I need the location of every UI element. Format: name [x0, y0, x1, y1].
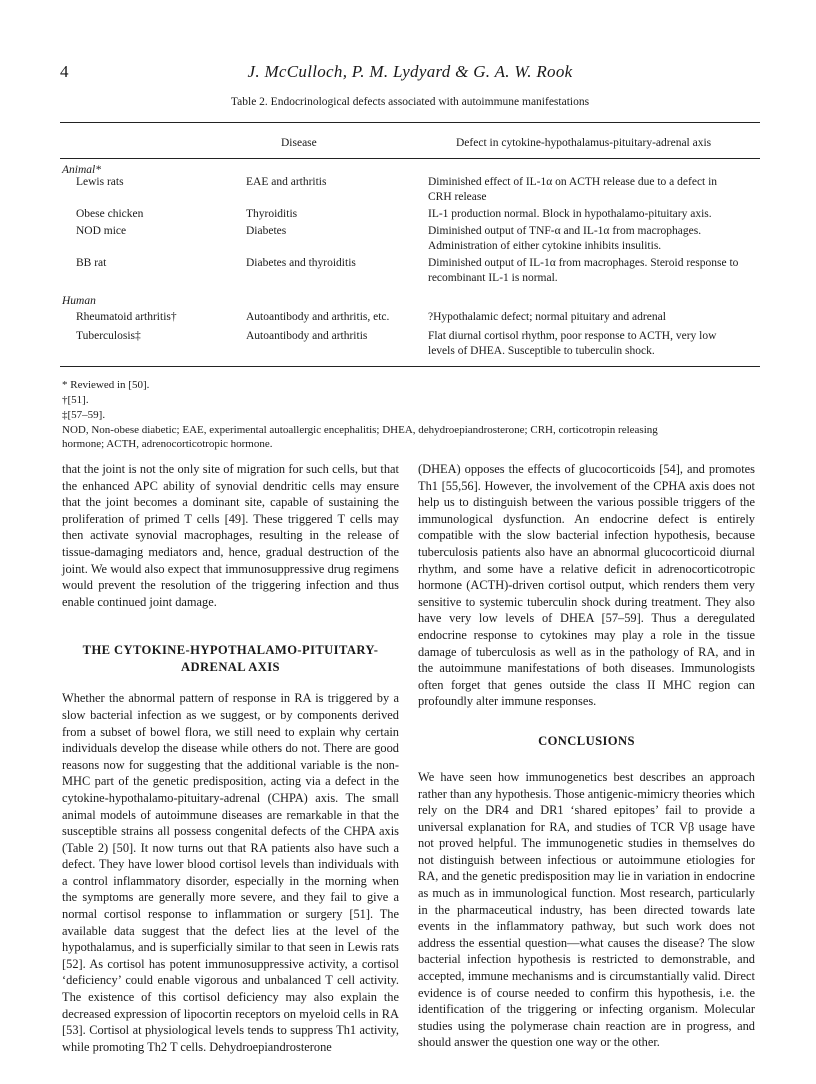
body-column-right — [418, 461, 755, 1051]
table-row-subject: Tuberculosis‡ — [76, 330, 141, 342]
table-row-subject: Obese chicken — [76, 208, 144, 220]
table-footnote: hormone; ACTH, adrenocorticotropic hormone. — [62, 438, 273, 450]
table-row-defect: IL-1 production normal. Block in hypothalamo-pituitary axis. — [428, 208, 712, 220]
table-row-subject: NOD mice — [76, 225, 127, 237]
table-caption: Table 2. Endocrinological defects associated with autoimmune manifestations — [230, 96, 590, 108]
paragraph: Whether the abnormal pattern of response in RA is triggered by a slow bacterial infection as we suggest, or by components derived from a subset of bowel flora, we still need to explain why certain individuals develop the disease while others do not. There are good reasons now for suggesting that the additional variable is the non-MHC part of the genetic predisposition, acting via a defect in the cytokine-hypothalamo-pituitary-adrenal (CHPA) axis. The small animal models of autoimmune diseases are remarkable in that the susceptible strains all possess congenital defects of the CHPA axis (Table 2) [50]. It now turns out that RA patients also have such a defect. They have lower blood cortisol levels than individuals with a control inflammatory disorder, especially in the morning when the symptoms are generally more severe, and they fail to give a normal cortisol response to inflammation or surgery [51]. The available data suggest that the defect lies at the level of the hypothalamus, and is superficially similar to that seen in Lewis rats [52]. As cortisol has potent immunosuppressive activity, a cortisol ‘deficiency’ could enable vigorous and unbalanced T cell activity. The existence of this cortisol deficiency may also explain the decreased expression of lipocortin receptors on myeloid cells in RA [53]. Cortisol at physiological levels tends to suppress Th1 activity, while promoting Th2 T cells. Dehydroepiandrosterone — [62, 691, 399, 1054]
table-header-defect: Defect in cytokine-hypothalamus-pituitary-adrenal axis — [456, 137, 712, 149]
table-header-rule — [60, 158, 760, 159]
body-column-left — [62, 461, 399, 1055]
table-row-disease: Autoantibody and arthritis — [246, 330, 368, 342]
table-footnote: NOD, Non-obese diabetic; EAE, experimental autoallergic encephalitis; DHEA, dehydroepiandrosterone; CRH, corticotropin releasing — [62, 424, 658, 436]
paragraph: (DHEA) opposes the effects of glucocorticoids [54], and promotes Th1 [55,56]. However, the involvement of the CPHA axis does not help us to distinguish between the various possible triggers of the immunological dysfunction. An endocrine defect is entirely compatible with the slow bacterial infection hypothesis, because tuberculosis patients also have an abnormal glucocorticoid diurnal rhythm, and some have a relative deficit in adrenocorticotropic hormone (ACTH)-driven cortisol output, which renders them very sensitive to systemic tuberculin shock during treatment. They also have very low levels of DHEA [57–59]. Thus a deregulated endocrine response to cytokines may play a role in the tissue damage of tuberculosis as well as in the pathology of RA, and in the autoimmune manifestations of both diseases. Immunologists often forget that genes outside the class II MHC region can profoundly alter immune responses. — [418, 462, 755, 709]
table-row-disease: EAE and arthritis — [246, 176, 327, 188]
table-footnote: †[51]. — [62, 394, 89, 406]
table-top-rule — [60, 122, 760, 123]
running-head: J. McCulloch, P. M. Lydyard & G. A. W. Rook — [247, 62, 573, 81]
table-group-animal: Animal* — [62, 164, 101, 176]
table-row-disease: Autoantibody and arthritis, etc. — [246, 311, 390, 323]
table-row-defect: Flat diurnal cortisol rhythm, poor response to ACTH, very low levels of DHEA. Susceptible to tuberculin shock. — [428, 330, 717, 357]
section-heading: THE CYTOKINE-HYPOTHALAMO-PITUITARY- ADRENAL AXIS — [82, 643, 379, 675]
table-footnote: * Reviewed in [50]. — [62, 379, 150, 391]
table-row-disease: Diabetes — [246, 225, 287, 237]
table-row-subject: Rheumatoid arthritis† — [76, 311, 177, 323]
paragraph: that the joint is not the only site of migration for such cells, but that the enhanced APC ability of synovial dendritic cells may ensure that the joint becomes a dominant site, capable of sustaining the proliferation of primed T cells [49]. These triggered T cells may then activate synovial macrophages, resulting in the release of tissue-damaging mediators and, hence, gradual destruction of the joint. We would also expect that immunosuppressive drug regimens would prevent the resolution of the triggering infection and thus enable continued joint damage. — [62, 462, 399, 609]
section-heading: CONCLUSIONS — [538, 733, 635, 748]
table-row-defect: ?Hypothalamic defect; normal pituitary and adrenal — [428, 311, 666, 323]
page-header — [60, 62, 760, 86]
page-number: 4 — [60, 62, 69, 81]
table-group-human: Human — [62, 295, 96, 307]
table-row-subject: Lewis rats — [76, 176, 124, 188]
table-row-defect: Diminished effect of IL-1α on ACTH release due to a defect in CRH release — [428, 176, 718, 203]
table-bottom-rule — [60, 366, 760, 367]
table-row-defect: Diminished output of IL-1α from macrophages. Steroid response to recombinant IL-1 is normal. — [428, 257, 739, 284]
paragraph: We have seen how immunogenetics best describes an approach rather than any hypothesis. Those antigenic-mimicry theories which rely on the DR4 and DR1 ‘shared epitopes’ fail to provide a universal explanation for RA, and studies of TCR Vβ usage have not proved helpful. The immunogenetic studies in themselves do not distinguish between infectious or autoimmune etiologies for RA, and the genetic predisposition may lie in variation in endocrine as much as in immunological function. Most research, particularly in the pharmaceutical industry, has been directed towards late events in the inflammatory pathway, but such work does not address the essential question—what causes the disease? The slow bacterial infection hypothesis is restricted to demonstrable, and accepted, immune mechanisms and is circumstantially valid. Direct evidence is of course needed to confirm this hypothesis, i.e. the identification of the triggering or infecting organism. Molecular studies using the polymerase chain reaction are in progress, and should answer the question one way or the other. — [418, 769, 755, 1050]
table-row-subject: BB rat — [76, 257, 107, 269]
table-header-disease: Disease — [281, 137, 317, 149]
table-row-defect: Diminished output of TNF-α and IL-1α from macrophages. Administration of either cytokine inhibits insulitis. — [428, 225, 702, 252]
table-footnote: ‡[57–59]. — [62, 409, 106, 421]
table-row-disease: Thyroiditis — [246, 208, 298, 220]
table-row-disease: Diabetes and thyroiditis — [246, 257, 356, 269]
